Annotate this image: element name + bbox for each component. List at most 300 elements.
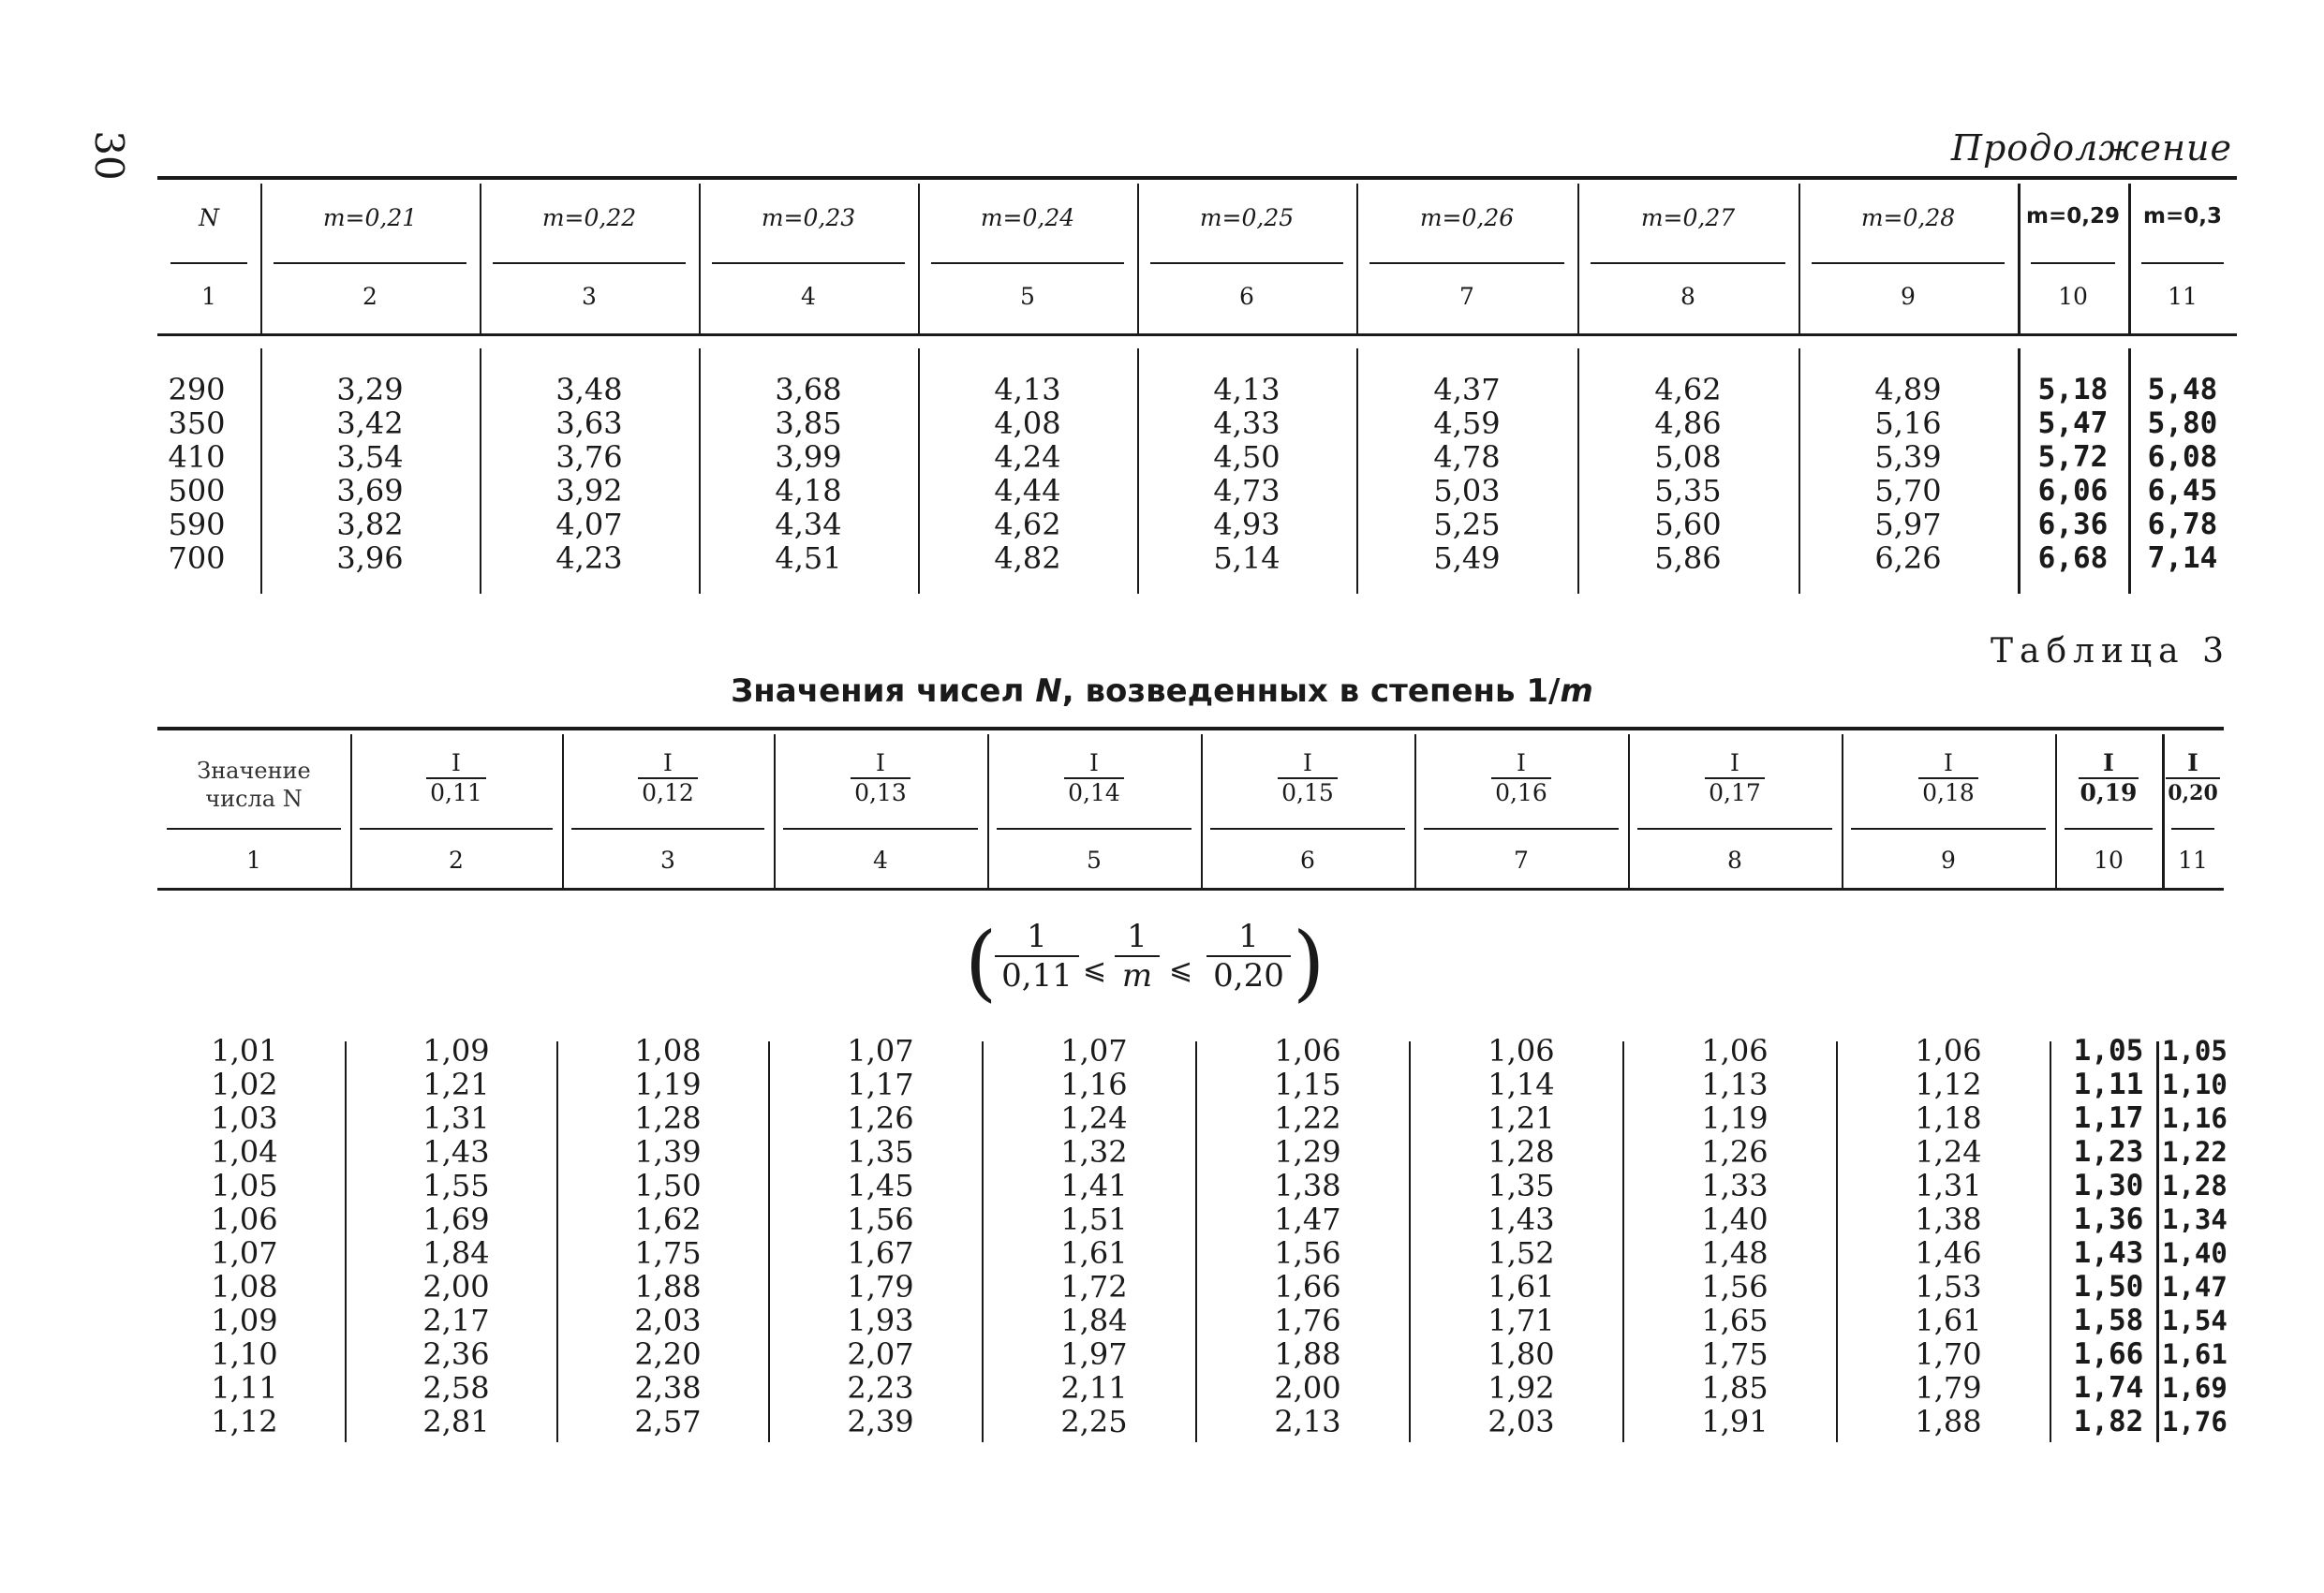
continuation-label: Продолжение [1950, 127, 2232, 169]
value-cell: 1,33 [1701, 1168, 1769, 1203]
value-cell: 3,85 [775, 406, 842, 441]
value-cell: 3,96 [336, 540, 404, 576]
value-cell: 6,45 [2147, 474, 2218, 508]
left-paren: ( [965, 914, 998, 1010]
value-cell: 5,72 [2037, 440, 2109, 474]
value-cell: 1,38 [1274, 1168, 1341, 1203]
value-cell: 5,48 [2147, 373, 2218, 406]
value-cell: 1,48 [1701, 1235, 1769, 1271]
value-cell: 3,42 [336, 406, 404, 441]
value-column [562, 1034, 774, 1438]
value-cell: 7,14 [2147, 541, 2218, 575]
header-divider [274, 262, 466, 264]
value-cell: 1,06 [1488, 1033, 1555, 1069]
value-cell: 5,16 [1874, 406, 1942, 441]
fraction-denominator: 0,15 [1278, 777, 1338, 807]
header-divider [493, 262, 686, 264]
value-cell: 1,28 [634, 1100, 702, 1136]
table3-header-bottom-rule [157, 888, 2224, 891]
fraction-denominator: 0,18 [1918, 777, 1978, 807]
value-cell: 1,18 [1915, 1100, 1982, 1136]
value-cell: 3,99 [775, 439, 842, 475]
fraction-numerator: I [663, 749, 673, 776]
value-cell: 1,16 [2162, 1102, 2228, 1134]
column-number: 1 [246, 847, 261, 874]
value-column [480, 373, 699, 575]
fraction-denominator: 0,17 [1705, 777, 1765, 807]
value-cell: 1,43 [2073, 1236, 2144, 1270]
n-value: 1,03 [211, 1100, 278, 1136]
column-number: 6 [1300, 847, 1315, 874]
column-number: 5 [1020, 283, 1035, 310]
column-number: 3 [582, 283, 597, 310]
value-cell: 4,62 [1654, 372, 1722, 407]
value-cell: 1,35 [847, 1134, 914, 1170]
value-cell: 1,06 [1915, 1033, 1982, 1069]
column-header-fraction [1491, 749, 1551, 807]
value-cell: 2,03 [634, 1303, 702, 1338]
value-cell: 4,86 [1654, 406, 1722, 441]
value-cell: 2,03 [1488, 1404, 1555, 1439]
n-value: 1,04 [211, 1134, 278, 1170]
value-cell: 3,54 [336, 439, 404, 475]
column-header: m=0,24 [980, 204, 1075, 231]
n-value: 1,08 [211, 1269, 278, 1305]
column-number: 2 [363, 283, 377, 310]
value-cell: 5,97 [1874, 507, 1942, 542]
value-column [2162, 1034, 2228, 1438]
value-cell: 6,08 [2147, 440, 2218, 474]
value-cell: 1,10 [2162, 1069, 2228, 1100]
n-value: 1,02 [211, 1067, 278, 1102]
table2-row-header: N [199, 204, 219, 231]
column-header: m=0,25 [1199, 204, 1295, 231]
value-cell: 1,66 [1274, 1269, 1341, 1305]
value-cell: 1,75 [1701, 1336, 1769, 1372]
n-value: 350 [168, 406, 226, 441]
value-cell: 1,61 [2162, 1338, 2228, 1370]
column-number: 7 [1514, 847, 1529, 874]
value-cell: 5,86 [1654, 540, 1722, 576]
column-number: 7 [1459, 283, 1474, 310]
value-cell: 1,29 [1274, 1134, 1341, 1170]
range-left-fraction: $\frac{1}{0,11}$ [995, 918, 1079, 995]
value-cell: 1,69 [2162, 1372, 2228, 1404]
table3-row-header: Значение числа N [197, 758, 311, 812]
fraction-denominator: 0,20 [2166, 777, 2220, 807]
value-cell: 1,62 [634, 1202, 702, 1237]
fraction-denominator: 0,16 [1491, 777, 1551, 807]
value-cell: 1,41 [1060, 1168, 1128, 1203]
value-cell: 3,48 [555, 372, 623, 407]
column-number: 1 [201, 283, 216, 310]
value-cell: 1,70 [1915, 1336, 1982, 1372]
value-cell: 5,39 [1874, 439, 1942, 475]
value-cell: 1,88 [1915, 1404, 1982, 1439]
fraction-numerator: I [1730, 749, 1739, 776]
value-cell: 1,71 [1488, 1303, 1555, 1338]
value-cell: 1,35 [1488, 1168, 1555, 1203]
value-cell: 4,18 [775, 473, 842, 509]
value-cell: 4,34 [775, 507, 842, 542]
value-cell: 4,33 [1213, 406, 1280, 441]
value-cell: 1,91 [1701, 1404, 1769, 1439]
n-value: 290 [168, 372, 226, 407]
value-cell: 1,47 [2162, 1271, 2228, 1303]
value-cell: 1,43 [1488, 1202, 1555, 1237]
value-cell: 1,85 [1701, 1370, 1769, 1406]
header-divider [1851, 828, 2046, 830]
column-number: 9 [1901, 283, 1916, 310]
value-cell: 1,45 [847, 1168, 914, 1203]
n-value: 1,07 [211, 1235, 278, 1271]
value-cell: 3,92 [555, 473, 623, 509]
value-cell: 1,52 [1488, 1235, 1555, 1271]
value-column [1137, 373, 1356, 575]
value-cell: 1,80 [1488, 1336, 1555, 1372]
header-divider [571, 828, 764, 830]
value-column [987, 1034, 1201, 1438]
value-cell: 1,97 [1060, 1336, 1128, 1372]
value-cell: 2,36 [422, 1336, 490, 1372]
value-cell: 1,55 [422, 1168, 490, 1203]
n-value: 1,06 [211, 1202, 278, 1237]
value-cell: 1,31 [422, 1100, 490, 1136]
column-number: 11 [2168, 283, 2198, 310]
value-cell: 1,93 [847, 1303, 914, 1338]
value-cell: 3,68 [775, 372, 842, 407]
value-cell: 1,16 [1060, 1067, 1128, 1102]
value-cell: 4,82 [994, 540, 1061, 576]
value-column [1628, 1034, 1842, 1438]
column-header: m=0,27 [1640, 204, 1736, 231]
value-cell: 1,36 [2073, 1202, 2144, 1236]
value-cell: 1,24 [1915, 1134, 1982, 1170]
column-header-fraction [1918, 749, 1978, 807]
value-cell: 1,56 [1701, 1269, 1769, 1305]
value-cell: 3,63 [555, 406, 623, 441]
value-cell: 4,07 [555, 507, 623, 542]
n-value: 1,01 [211, 1033, 278, 1069]
value-cell: 5,14 [1213, 540, 1280, 576]
value-cell: 1,21 [422, 1067, 490, 1102]
value-cell: 1,09 [422, 1033, 490, 1069]
value-cell: 1,05 [2073, 1034, 2144, 1068]
value-cell: 3,29 [336, 372, 404, 407]
table3-top-rule [157, 727, 2224, 730]
value-cell: 1,72 [1060, 1269, 1128, 1305]
value-column [2018, 373, 2128, 575]
value-cell: 1,74 [2073, 1371, 2144, 1405]
value-cell: 5,03 [1433, 473, 1501, 509]
value-cell: 1,28 [1488, 1134, 1555, 1170]
value-cell: 2,17 [422, 1303, 490, 1338]
value-cell: 3,69 [336, 473, 404, 509]
value-cell: 1,46 [1915, 1235, 1982, 1271]
value-cell: 1,50 [634, 1168, 702, 1203]
column-header: m=0,23 [761, 204, 856, 231]
value-cell: 1,56 [1274, 1235, 1341, 1271]
column-number: 2 [449, 847, 464, 874]
range-right-fraction: $\frac{1}{0,20}$ [1206, 918, 1291, 995]
value-cell: 1,21 [1488, 1100, 1555, 1136]
value-cell: 2,81 [422, 1404, 490, 1439]
value-cell: 3,76 [555, 439, 623, 475]
value-column [2128, 373, 2237, 575]
column-number: 8 [1727, 847, 1742, 874]
fraction-numerator: I [1303, 749, 1312, 776]
header-divider [1812, 262, 2005, 264]
value-cell: 1,17 [2073, 1101, 2144, 1135]
value-cell: 1,19 [1701, 1100, 1769, 1136]
value-cell: 1,26 [847, 1100, 914, 1136]
value-column [1414, 1034, 1628, 1438]
value-column [1842, 1034, 2055, 1438]
value-cell: 1,19 [634, 1067, 702, 1102]
column-number: 10 [2094, 847, 2124, 874]
value-cell: 2,20 [634, 1336, 702, 1372]
page-number: 30 [86, 130, 132, 181]
value-cell: 1,79 [1915, 1370, 1982, 1406]
value-cell: 1,58 [2073, 1304, 2144, 1337]
value-cell: 1,76 [1274, 1303, 1341, 1338]
fraction-denominator: 0,19 [2080, 779, 2138, 806]
value-cell: 1,39 [634, 1134, 702, 1170]
value-cell: 1,88 [1274, 1336, 1341, 1372]
header-divider [1210, 828, 1405, 830]
value-cell: 5,47 [2037, 406, 2109, 440]
value-cell: 6,36 [2037, 508, 2109, 541]
header-divider [2065, 828, 2153, 830]
value-cell: 1,23 [2073, 1135, 2144, 1169]
column-header-fraction [426, 749, 486, 807]
value-cell: 1,75 [634, 1235, 702, 1271]
value-cell: 1,54 [2162, 1305, 2228, 1336]
value-column [260, 373, 480, 575]
value-cell: 1,84 [422, 1235, 490, 1271]
fraction-denominator: 0,14 [1064, 777, 1124, 807]
value-cell: 4,51 [775, 540, 842, 576]
range-inequality [965, 914, 1325, 1011]
fraction-numerator: I [1517, 749, 1526, 776]
fraction-denominator: 0,12 [638, 777, 698, 807]
value-cell: 1,51 [1060, 1202, 1128, 1237]
right-paren: ) [1293, 914, 1325, 1010]
value-cell: 2,23 [847, 1370, 914, 1406]
value-column [918, 373, 1137, 575]
header-divider [1637, 828, 1832, 830]
n-value: 700 [168, 540, 226, 576]
value-cell: 1,69 [422, 1202, 490, 1237]
value-cell: 1,15 [1274, 1067, 1341, 1102]
value-cell: 3,82 [336, 507, 404, 542]
value-cell: 1,53 [1915, 1269, 1982, 1305]
column-header: m=0,26 [1419, 204, 1515, 231]
n-value: 1,12 [211, 1404, 278, 1439]
value-cell: 6,68 [2037, 541, 2109, 575]
value-cell: 2,58 [422, 1370, 490, 1406]
value-cell: 1,22 [2162, 1136, 2228, 1168]
value-cell: 4,50 [1213, 439, 1280, 475]
value-cell: 1,38 [1915, 1202, 1982, 1237]
value-cell: 1,24 [1060, 1100, 1128, 1136]
value-cell: 6,06 [2037, 474, 2109, 508]
value-cell: 1,79 [847, 1269, 914, 1305]
header-divider [167, 828, 341, 830]
leq-sign-2: ⩽ [1169, 953, 1193, 986]
header-divider [931, 262, 1124, 264]
value-cell: 1,47 [1274, 1202, 1341, 1237]
column-header: m=0,21 [322, 204, 418, 231]
value-cell: 2,00 [1274, 1370, 1341, 1406]
value-cell: 1,06 [1274, 1033, 1341, 1069]
value-cell: 1,31 [1915, 1168, 1982, 1203]
fraction-denominator: 0,11 [426, 777, 486, 807]
header-divider [997, 828, 1192, 830]
value-cell: 1,06 [1701, 1033, 1769, 1069]
fraction-numerator: I [1944, 749, 1953, 776]
header-divider [360, 828, 553, 830]
n-column [174, 1034, 315, 1438]
value-cell: 1,05 [2162, 1035, 2228, 1067]
value-cell: 1,92 [1488, 1370, 1555, 1406]
column-header-fraction [1278, 749, 1338, 807]
column-number: 11 [2178, 847, 2208, 874]
value-cell: 1,40 [1701, 1202, 1769, 1237]
value-cell: 1,26 [1701, 1134, 1769, 1170]
column-number: 6 [1239, 283, 1254, 310]
value-column [1799, 373, 2018, 575]
value-column [2055, 1034, 2162, 1438]
header-divider [1369, 262, 1564, 264]
value-cell: 1,40 [2162, 1237, 2228, 1269]
value-cell: 2,57 [634, 1404, 702, 1439]
value-cell: 4,89 [1874, 372, 1942, 407]
table-title: Значения чисел N, возведенных в степень 1/m [731, 672, 1593, 710]
column-header-fraction [851, 749, 910, 807]
value-cell: 1,67 [847, 1235, 914, 1271]
value-cell: 1,30 [2073, 1169, 2144, 1202]
column-number: 4 [801, 283, 816, 310]
column-number: 9 [1941, 847, 1956, 874]
value-cell: 1,13 [1701, 1067, 1769, 1102]
column-header-fraction [2166, 749, 2220, 807]
column-header: m=0,29 [2026, 204, 2120, 229]
header-divider [1150, 262, 1343, 264]
column-header-fraction [1064, 749, 1124, 807]
value-cell: 5,18 [2037, 373, 2109, 406]
header-divider [1591, 262, 1785, 264]
value-cell: 1,82 [2073, 1405, 2144, 1438]
value-cell: 1,56 [847, 1202, 914, 1237]
value-cell: 5,49 [1433, 540, 1501, 576]
value-cell: 2,13 [1274, 1404, 1341, 1439]
value-cell: 4,13 [994, 372, 1061, 407]
value-cell: 1,14 [1488, 1067, 1555, 1102]
range-middle-fraction: $\frac{1}{m}$ [1115, 918, 1160, 995]
value-cell: 4,13 [1213, 372, 1280, 407]
column-header-fraction [1705, 749, 1765, 807]
value-cell: 2,38 [634, 1370, 702, 1406]
header-divider [2141, 262, 2224, 264]
value-cell: 1,28 [2162, 1170, 2228, 1202]
fraction-numerator: I [1089, 749, 1099, 776]
value-cell: 1,76 [2162, 1406, 2228, 1438]
fraction-numerator: I [2187, 749, 2198, 776]
value-cell: 2,00 [422, 1269, 490, 1305]
n-value: 1,09 [211, 1303, 278, 1338]
column-header-fraction [638, 749, 698, 807]
value-cell: 1,66 [2073, 1337, 2144, 1371]
value-cell: 1,07 [1060, 1033, 1128, 1069]
value-cell: 5,08 [1654, 439, 1722, 475]
value-cell: 4,44 [994, 473, 1061, 509]
column-header: m=0,28 [1860, 204, 1956, 231]
table-label: Таблица 3 [1991, 632, 2230, 671]
value-cell: 4,23 [555, 540, 623, 576]
header-divider [2031, 262, 2115, 264]
value-cell: 1,22 [1274, 1100, 1341, 1136]
value-cell: 1,07 [847, 1033, 914, 1069]
value-cell: 1,12 [1915, 1067, 1982, 1102]
value-column [1577, 373, 1799, 575]
column-number: 5 [1087, 847, 1102, 874]
value-cell: 4,08 [994, 406, 1061, 441]
value-cell: 1,11 [2073, 1068, 2144, 1101]
column-header: m=0,22 [541, 204, 637, 231]
value-cell: 1,61 [1060, 1235, 1128, 1271]
fraction-numerator: I [451, 749, 461, 776]
value-cell: 4,93 [1213, 507, 1280, 542]
column-header: m=0,3 [2143, 204, 2222, 229]
value-cell: 1,61 [1488, 1269, 1555, 1305]
fraction-numerator: I [876, 749, 885, 776]
value-cell: 1,61 [1915, 1303, 1982, 1338]
fraction-denominator: 0,13 [851, 777, 910, 807]
value-cell: 4,37 [1433, 372, 1501, 407]
column-line [345, 1041, 347, 1442]
value-cell: 5,80 [2147, 406, 2218, 440]
header-divider [2171, 828, 2214, 830]
header-divider [712, 262, 905, 264]
n-value: 1,11 [211, 1370, 278, 1406]
value-column [1201, 1034, 1414, 1438]
value-column [350, 1034, 562, 1438]
value-cell: 1,65 [1701, 1303, 1769, 1338]
value-cell: 4,78 [1433, 439, 1501, 475]
value-cell: 2,11 [1060, 1370, 1128, 1406]
value-cell: 1,34 [2162, 1203, 2228, 1235]
value-cell: 1,43 [422, 1134, 490, 1170]
column-number: 8 [1680, 283, 1695, 310]
n-column [157, 373, 236, 575]
value-cell: 2,07 [847, 1336, 914, 1372]
n-value: 410 [168, 439, 226, 475]
value-cell: 1,84 [1060, 1303, 1128, 1338]
fraction-numerator: I [2103, 749, 2114, 776]
value-cell: 5,70 [1874, 473, 1942, 509]
n-value: 590 [168, 507, 226, 542]
header-divider [170, 262, 247, 264]
value-cell: 1,17 [847, 1067, 914, 1102]
value-cell: 5,35 [1654, 473, 1722, 509]
value-cell: 6,26 [1874, 540, 1942, 576]
value-column [699, 373, 918, 575]
value-cell: 4,73 [1213, 473, 1280, 509]
value-cell: 6,78 [2147, 508, 2218, 541]
header-divider [1424, 828, 1619, 830]
value-cell: 5,25 [1433, 507, 1501, 542]
